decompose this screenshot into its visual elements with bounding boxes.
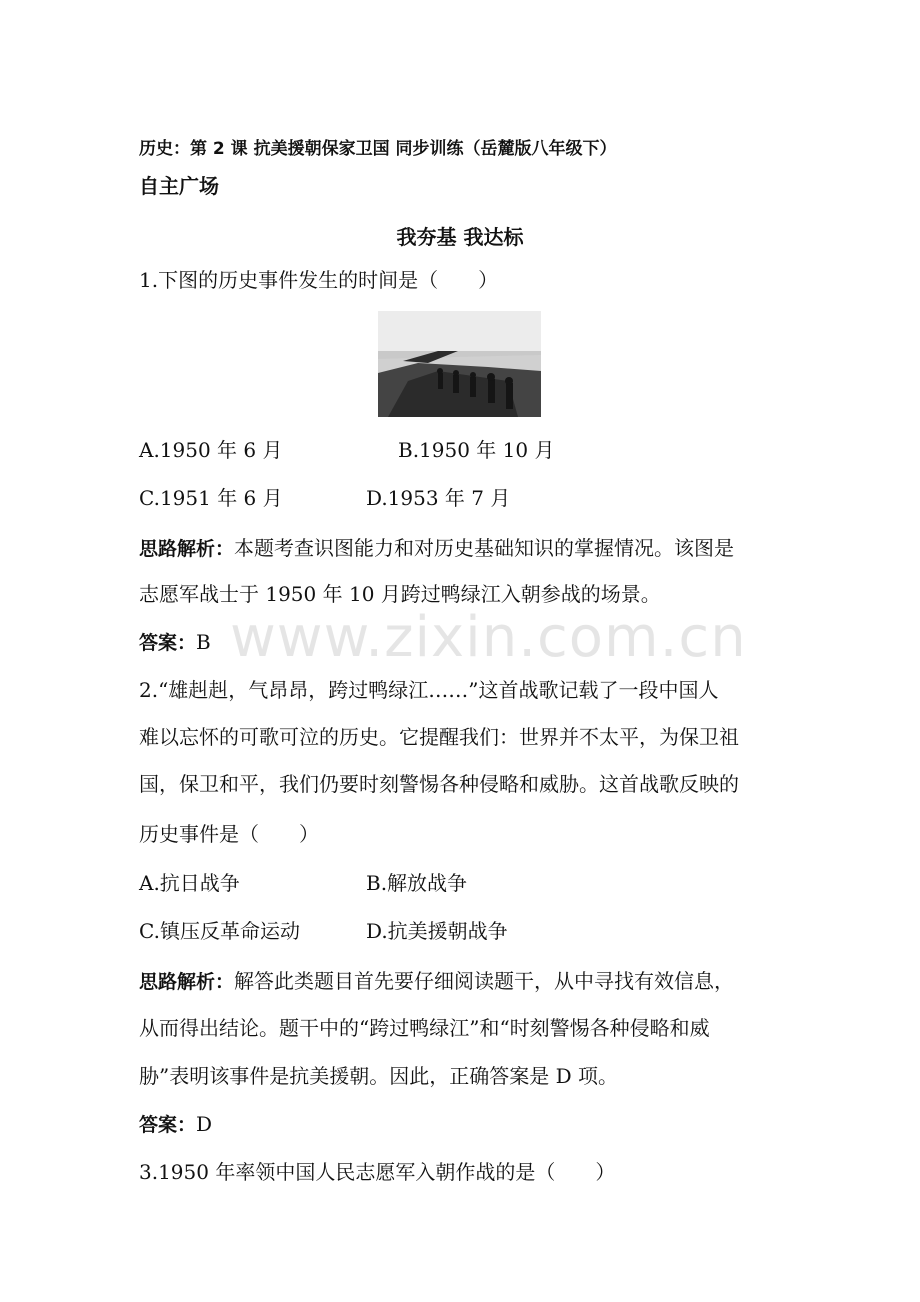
- q2-stem-line-2: 难以忘怀的可歌可泣的历史。它提醒我们：世界并不太平，为保卫祖: [139, 725, 739, 749]
- q2-stem-line-1: 2.“雄赳赳，气昂昂，跨过鸭绿江……”这首战歌记载了一段中国人: [139, 678, 719, 702]
- q1-analysis-line-2: 志愿军战士于 1950 年 10 月跨过鸭绿江入朝参战的场景。: [139, 582, 661, 606]
- q2-analysis-line-3: 胁”表明该事件是抗美援朝。因此，正确答案是 D 项。: [139, 1064, 618, 1088]
- q2-answer: D: [196, 1112, 213, 1136]
- q1-analysis-label: 思路解析：: [139, 538, 235, 560]
- q1-analysis-text-1: 本题考查识图能力和对历史基础知识的掌握情况。该图是: [234, 536, 735, 560]
- q3-stem: 3.1950 年率领中国人民志愿军入朝作战的是（ ）: [139, 1160, 616, 1184]
- watermark: www.zixin.com.cn: [230, 605, 747, 670]
- subheading: 我夯基 我达标: [396, 225, 524, 249]
- q2-analysis-line-2: 从而得出结论。题干中的“跨过鸭绿江”和“时刻警惕各种侵略和威: [139, 1016, 710, 1040]
- q1-option-a: A.1950 年 6 月: [139, 438, 283, 462]
- q2-analysis-line-1: [139, 969, 734, 994]
- q1-answer-line: [139, 630, 211, 655]
- q2-option-a: A.抗日战争: [139, 871, 240, 895]
- q2-stem-line-3: 国，保卫和平，我们仍要时刻警惕各种侵略和威胁。这首战歌反映的: [139, 772, 739, 796]
- q2-option-b: B.解放战争: [366, 871, 468, 895]
- q2-answer-label: 答案：: [139, 1114, 197, 1136]
- q1-option-c: C.1951 年 6 月: [139, 486, 283, 510]
- river-crossing-photo: [378, 311, 541, 417]
- section-heading: 自主广场: [139, 174, 219, 198]
- q1-analysis-line-1: [139, 536, 734, 561]
- q2-option-d: D.抗美援朝战争: [366, 919, 508, 943]
- q1-answer: B: [196, 630, 211, 654]
- q1-option-b: B.1950 年 10 月: [398, 438, 555, 462]
- q1-answer-label: 答案：: [139, 632, 197, 654]
- q1-stem: 1.下图的历史事件发生的时间是（ ）: [139, 268, 499, 292]
- q2-analysis-text-1: 解答此类题目首先要仔细阅读题干，从中寻找有效信息，: [234, 969, 735, 993]
- q2-answer-line: [139, 1112, 212, 1137]
- q1-option-d: D.1953 年 7 月: [366, 486, 511, 510]
- document-title: 历史：第 2 课 抗美援朝保家卫国 同步训练（岳麓版八年级下）: [139, 139, 617, 159]
- q2-stem-line-4: 历史事件是（ ）: [139, 822, 319, 846]
- q2-analysis-label: 思路解析：: [139, 971, 235, 993]
- q2-option-c: C.镇压反革命运动: [139, 919, 300, 943]
